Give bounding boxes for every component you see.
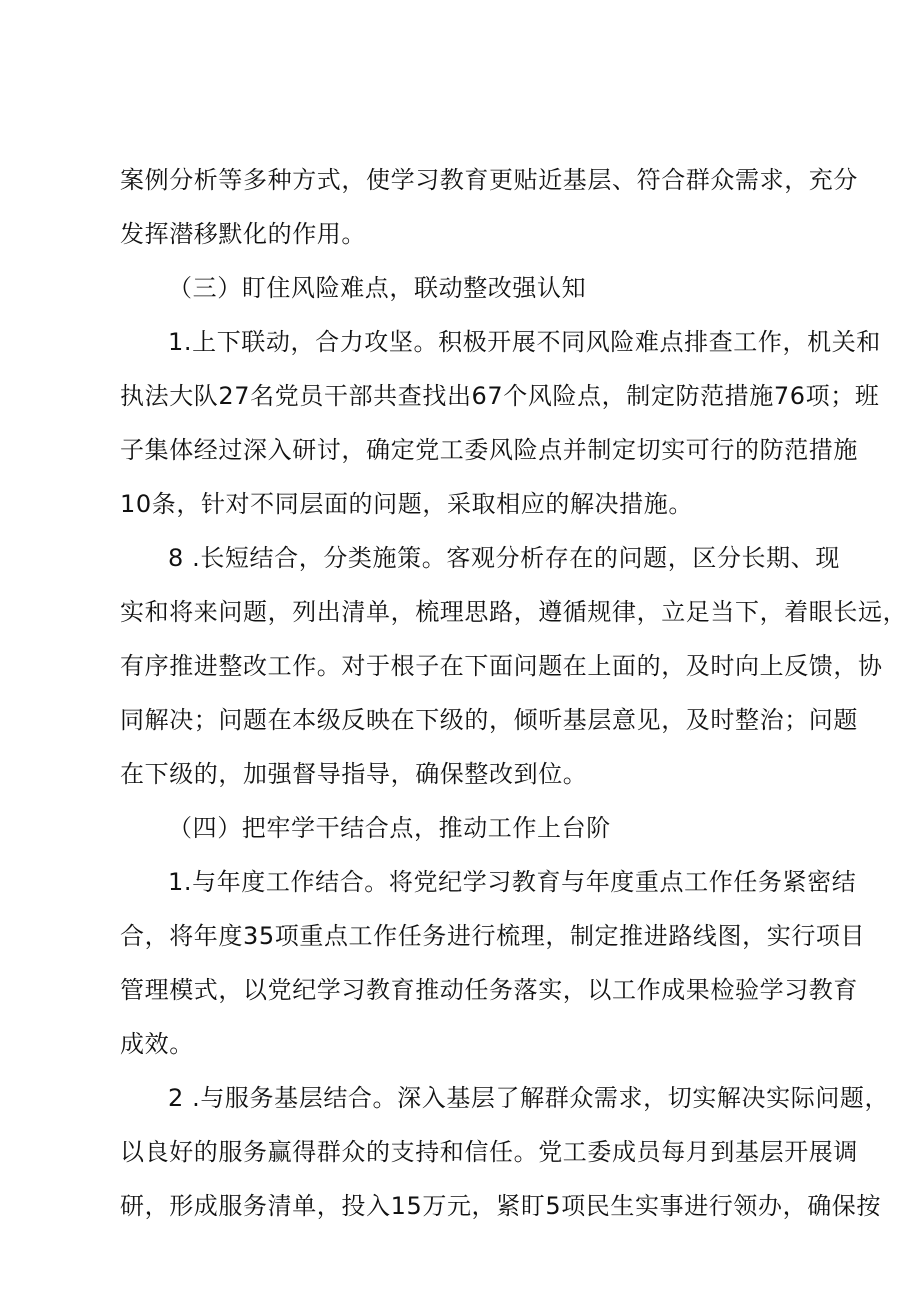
paragraph-1-line-2: 发挥潜移默化的作用。: [120, 220, 366, 248]
paragraph-2-line-4: 10条，针对不同层面的问题，采取相应的解决措施。: [120, 490, 693, 518]
paragraph-2-line-3: 子集体经过深入研讨，确定党工委风险点并制定切实可行的防范措施: [120, 436, 858, 464]
paragraph-5-line-3: 研，形成服务清单，投入15万元，紧盯5项民生实事进行领办，确保按: [120, 1192, 882, 1220]
paragraph-2-line-2: 执法大队27名党员干部共查找出67个风险点，制定防范措施76项；班: [120, 382, 880, 410]
section-heading-3: （三）盯住风险难点，联动整改强认知: [168, 274, 587, 302]
paragraph-4-line-2: 合，将年度35项重点工作任务进行梳理，制定推进路线图，实行项目: [120, 922, 866, 950]
paragraph-3-line-5: 在下级的，加强督导指导，确保整改到位。: [120, 760, 588, 788]
paragraph-3-line-4: 同解决；问题在本级反映在下级的，倾听基层意见，及时整治；问题: [120, 706, 858, 734]
paragraph-4-line-1: 1.与年度工作结合。将党纪学习教育与年度重点工作任务紧密结: [168, 868, 857, 896]
paragraph-3-line-2: 实和将来问题，列出清单，梳理思路，遵循规律，立足当下，着眼长远，: [120, 598, 908, 626]
paragraph-3-line-3: 有序推进整改工作。对于根子在下面问题在上面的，及时向上反馈，协: [120, 652, 883, 680]
paragraph-5-line-2: 以良好的服务赢得群众的支持和信任。党工委成员每月到基层开展调: [120, 1138, 858, 1166]
paragraph-2-line-1: 1.上下联动，合力攻坚。积极开展不同风险难点排查工作，机关和: [168, 328, 881, 356]
paragraph-3-line-1: 8 .长短结合，分类施策。客观分析存在的问题，区分长期、现: [168, 544, 840, 572]
paragraph-4-line-3: 管理模式，以党纪学习教育推动任务落实，以工作成果检验学习教育: [120, 976, 858, 1004]
paragraph-5-line-1: 2 .与服务基层结合。深入基层了解群众需求，切实解决实际问题，: [168, 1084, 890, 1112]
section-heading-4: （四）把牢学干结合点，推动工作上台阶: [168, 814, 611, 842]
paragraph-1-line-1: 案例分析等多种方式，使学习教育更贴近基层、符合群众需求，充分: [120, 166, 858, 194]
paragraph-4-line-4: 成效。: [120, 1030, 194, 1058]
